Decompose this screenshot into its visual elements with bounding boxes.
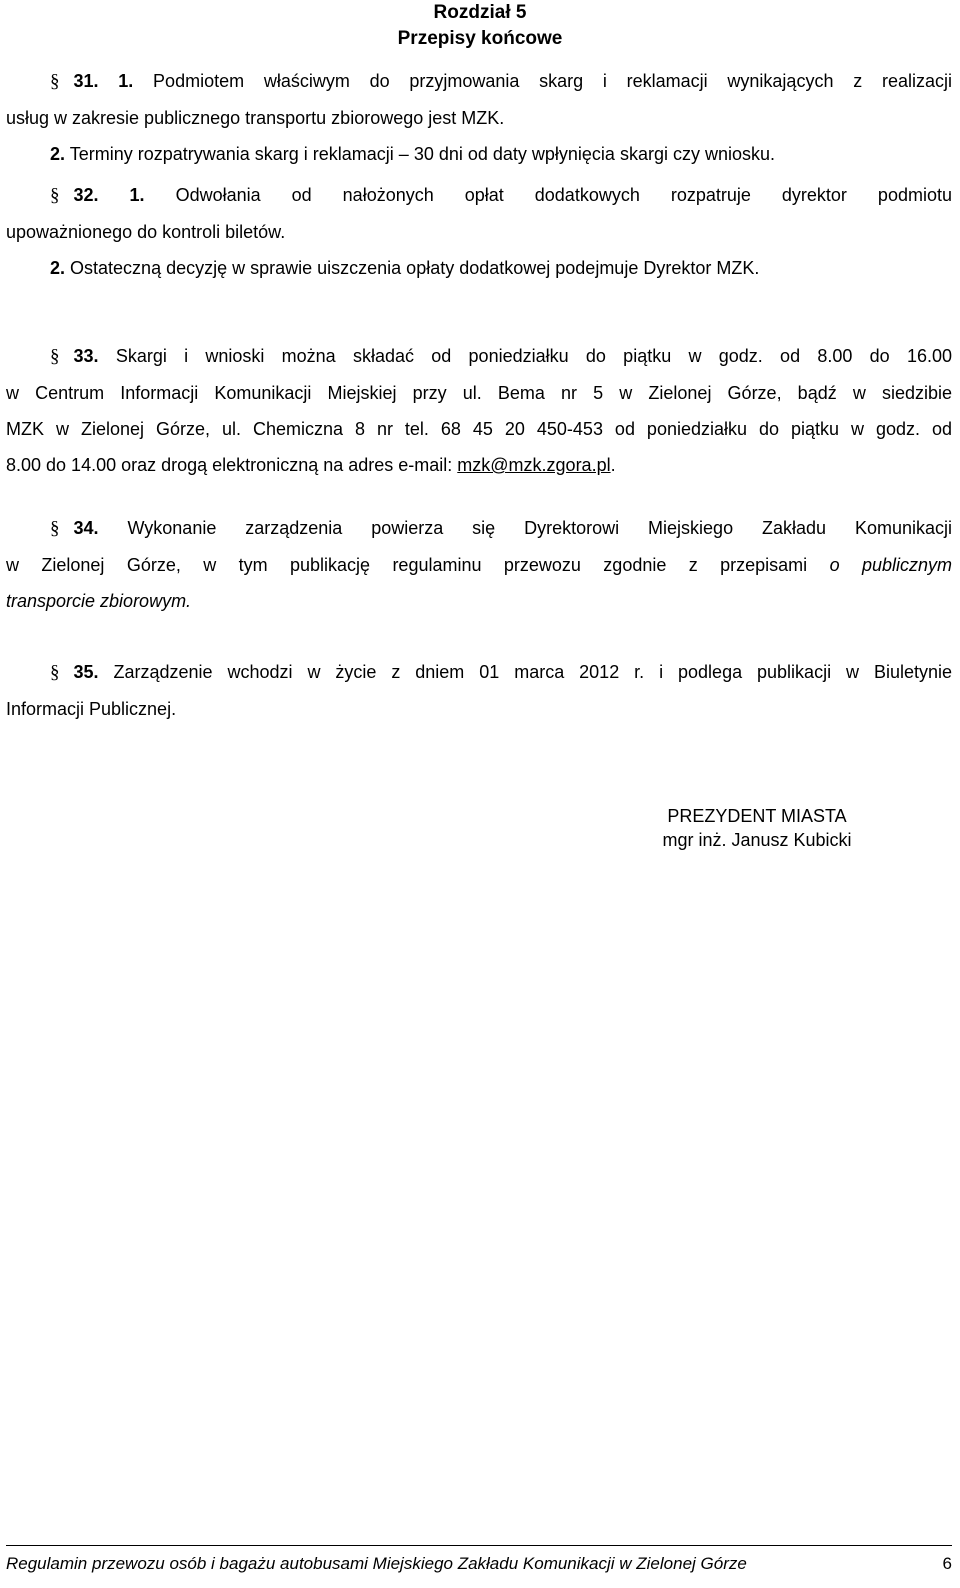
section-35 xyxy=(6,654,952,727)
section-text: Podmiotem właściwym do przyjmowania skarg i reklamacji wynikających z realizacji xyxy=(153,71,952,91)
chapter-title: Przepisy końcowe xyxy=(397,28,563,49)
section-text: Ostateczną decyzję w sprawie uiszczenia opłaty dodatkowej podejmuje Dyrektor MZK. xyxy=(70,258,760,278)
section-34-line-1 xyxy=(6,510,952,547)
section-34-line-2 xyxy=(6,547,952,583)
section-31-line-1 xyxy=(6,63,952,100)
section-31-point-2 xyxy=(6,136,952,172)
section-text: Skargi i wnioski można składać od poniedziałku do piątku w godz. od 8.00 do 16.00 xyxy=(115,346,952,366)
section-32-point-2 xyxy=(6,250,952,286)
signature-name: mgr inż. Janusz Kubicki xyxy=(662,830,852,850)
section-31-line-2: usług w zakresie publicznego transportu zbiorowego jest MZK. xyxy=(6,108,505,128)
section-text: . xyxy=(610,455,616,475)
section-35-line-1 xyxy=(6,654,952,691)
section-34-line-3: transporcie zbiorowym. xyxy=(6,591,192,611)
point-number: 2. xyxy=(50,258,66,278)
signature-role: PREZYDENT MIASTA xyxy=(667,806,847,826)
section-number: 33. xyxy=(73,346,99,366)
section-text: Zarządzenie wchodzi w życie z dniem 01 marca 2012 r. i podlega publikacji w Biuletynie xyxy=(113,662,952,682)
section-sign: § xyxy=(50,518,60,539)
section-31 xyxy=(6,63,952,172)
section-33-line-2: w Centrum Informacji Komunikacji Miejskiej przy ul. Bema nr 5 w Zielonej Górze, bądź w siedzibie xyxy=(6,383,952,403)
act-title-italic: o publicznym xyxy=(829,555,952,575)
chapter-number: Rozdział 5 xyxy=(433,2,527,23)
section-number: 32. xyxy=(73,185,99,205)
section-33 xyxy=(6,338,952,483)
section-33-line-1 xyxy=(6,338,952,375)
section-32-line-1 xyxy=(6,177,952,214)
section-text: 8.00 do 14.00 oraz drogą elektroniczną na adres e-mail: xyxy=(6,455,458,475)
page-footer xyxy=(6,1552,952,1576)
section-sign: § xyxy=(50,71,60,92)
section-number: 35. xyxy=(73,662,99,682)
section-text: Terminy rozpatrywania skarg i reklamacji – 30 dni od daty wpłynięcia skargi czy wniosku. xyxy=(69,144,775,164)
section-32-line-2: upoważnionego do kontroli biletów. xyxy=(6,222,286,242)
section-text: Wykonanie zarządzenia powierza się Dyrektorowi Miejskiego Zakładu Komunikacji xyxy=(127,518,952,538)
footer-text: Regulamin przewozu osób i bagażu autobusami Miejskiego Zakładu Komunikacji w Zielonej Górze xyxy=(6,1554,747,1573)
section-sign: § xyxy=(50,662,60,683)
section-35-line-2: Informacji Publicznej. xyxy=(6,699,177,719)
section-33-line-3: MZK w Zielonej Górze, ul. Chemiczna 8 nr tel. 68 45 20 450-453 od poniedziałku do piątku w godz. od xyxy=(6,419,952,439)
section-number: 31. xyxy=(73,71,99,91)
chapter-header xyxy=(0,0,960,52)
point-number: 1. xyxy=(118,71,134,91)
page-number: 6 xyxy=(942,1554,952,1573)
footer-divider xyxy=(6,1545,952,1546)
point-number: 2. xyxy=(50,144,66,164)
section-32 xyxy=(6,177,952,286)
section-33-line-4 xyxy=(6,447,952,483)
section-sign: § xyxy=(50,346,60,367)
point-number: 1. xyxy=(129,185,145,205)
section-number: 34. xyxy=(73,518,99,538)
email-link[interactable]: mzk@mzk.zgora.pl xyxy=(457,455,611,475)
section-sign: § xyxy=(50,185,60,206)
section-text: Odwołania od nałożonych opłat dodatkowych rozpatruje dyrektor podmiotu xyxy=(175,185,952,205)
signature-block xyxy=(654,804,860,852)
section-text: w Zielonej Górze, w tym publikację regulaminu przewozu zgodnie z przepisami xyxy=(6,555,830,575)
section-34 xyxy=(6,510,952,619)
